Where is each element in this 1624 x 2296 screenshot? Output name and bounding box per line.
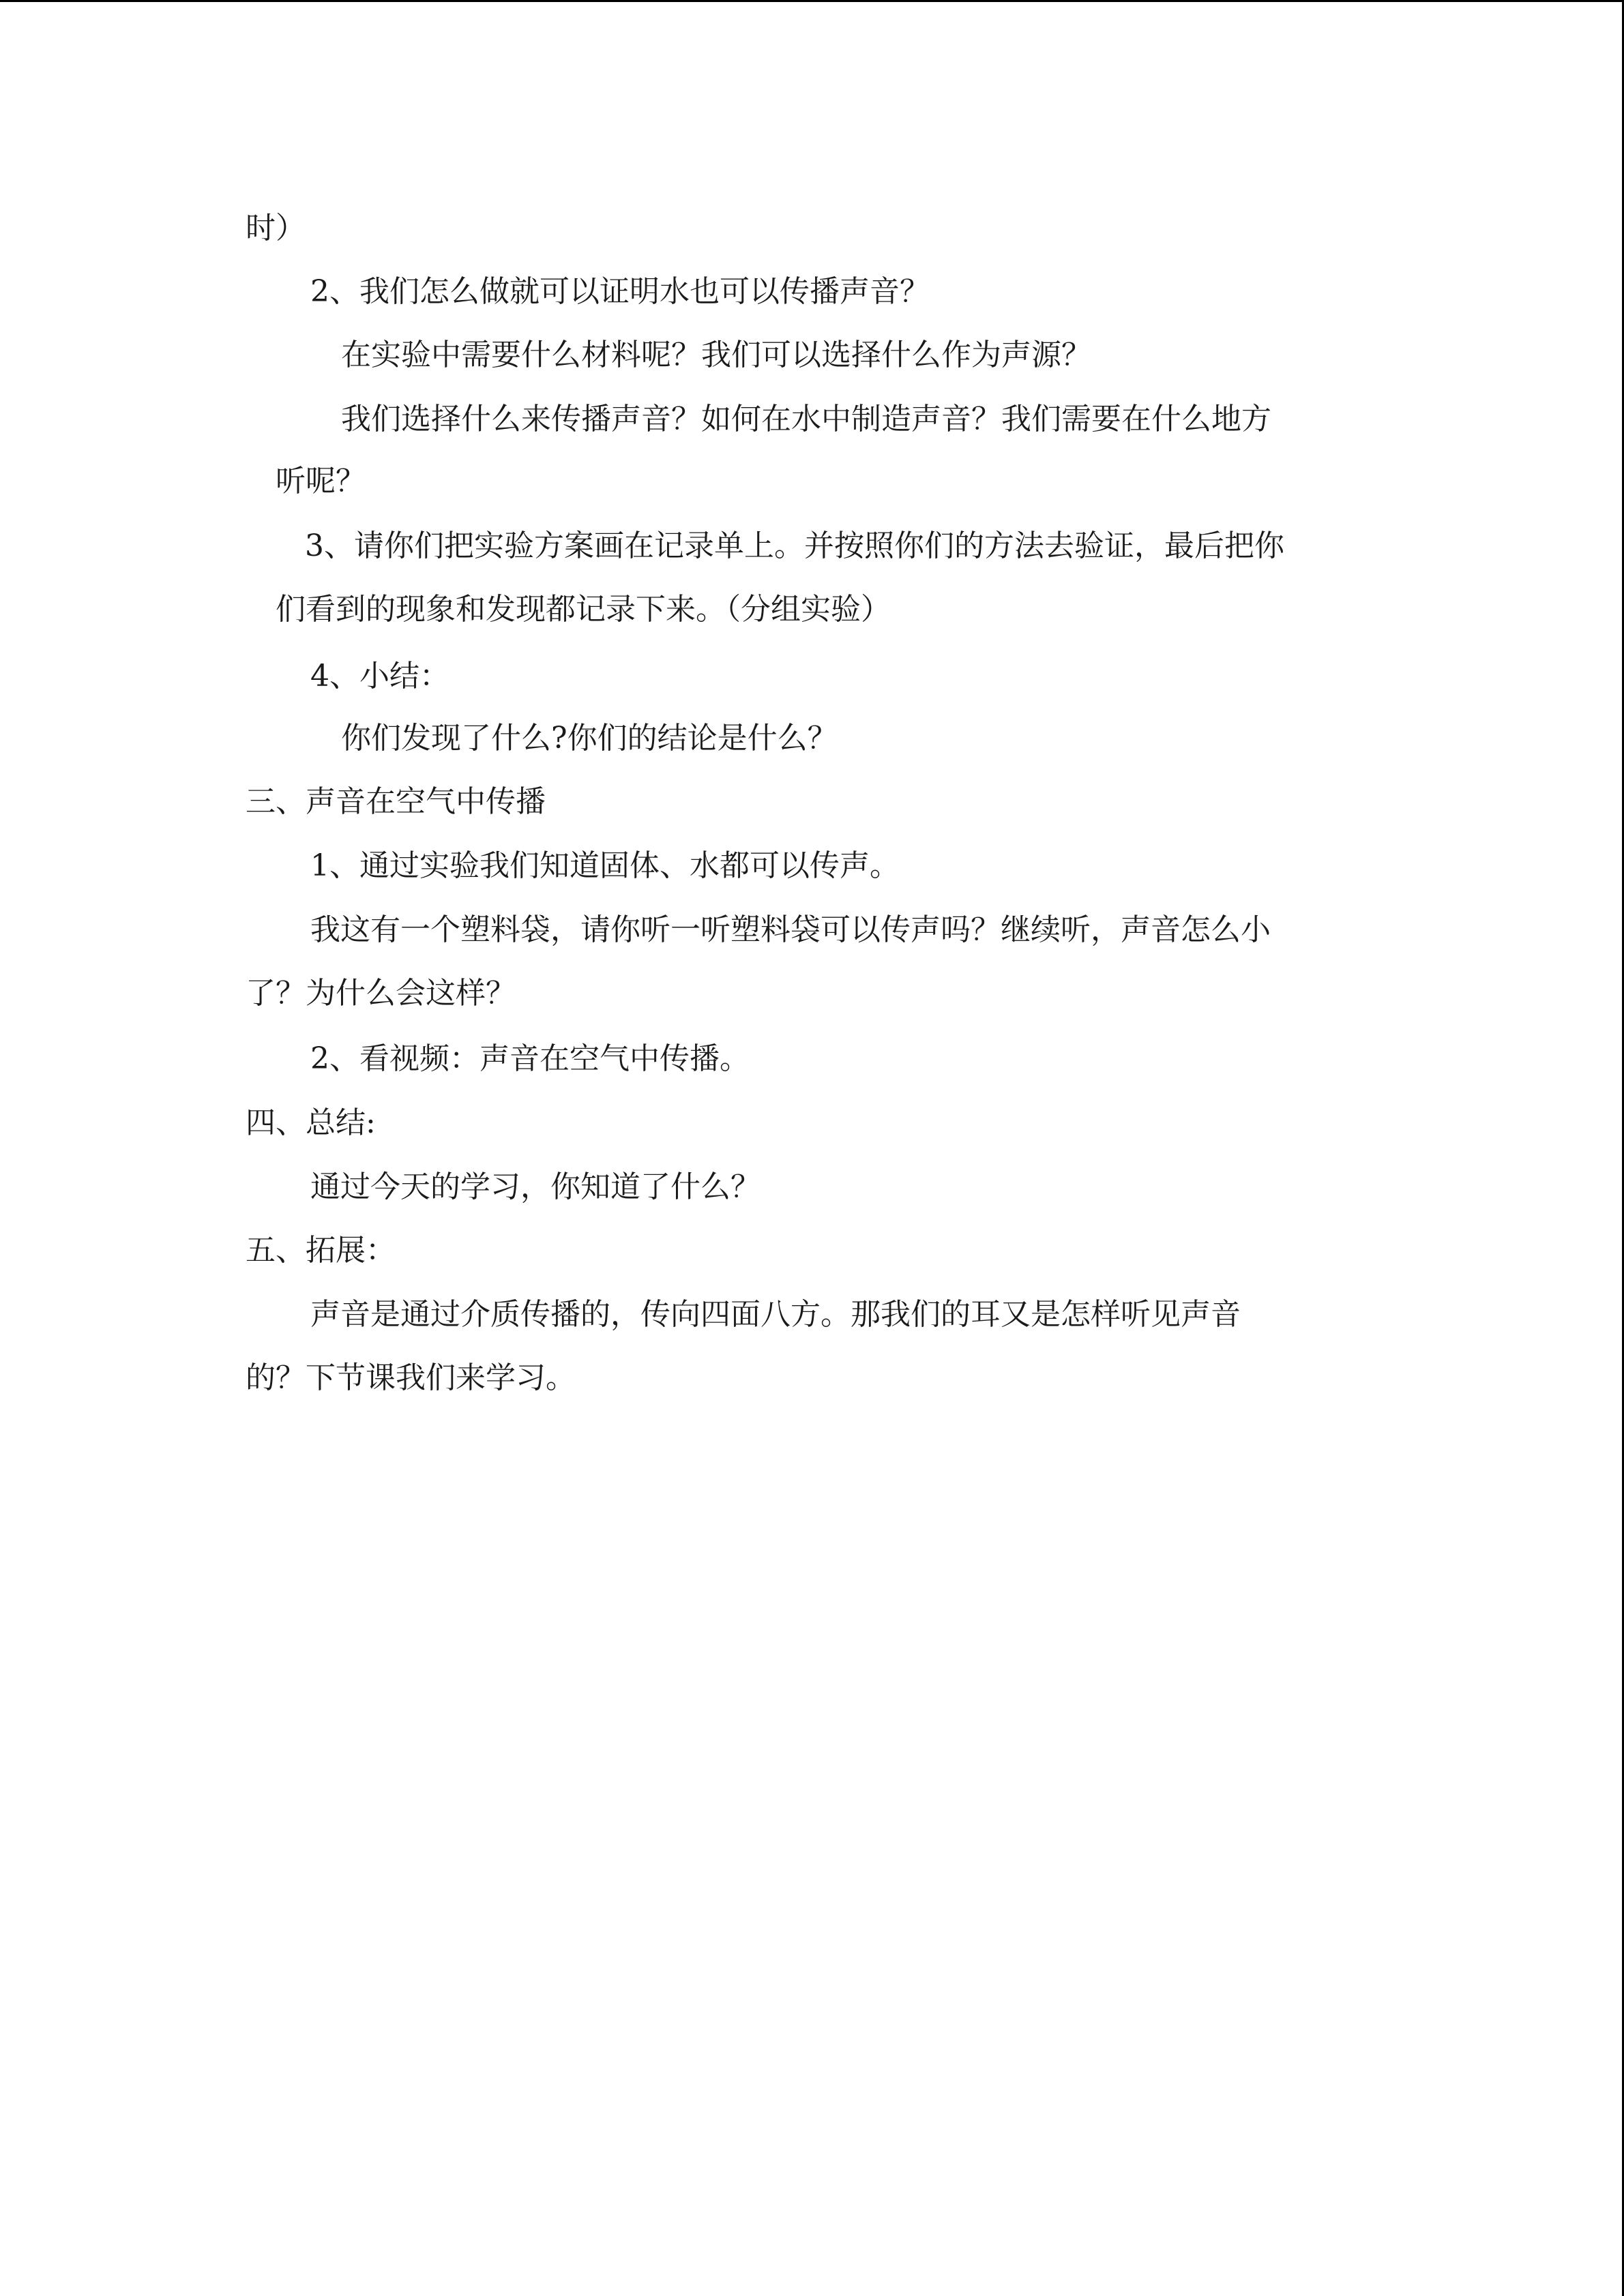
text-line-section3-step-2: 2、看视频：声音在空气中传播。	[310, 1041, 750, 1076]
text-line-step-2: 2、我们怎么做就可以证明水也可以传播声音？	[310, 274, 930, 309]
text-line-step-4: 4、小结：	[310, 659, 449, 694]
text-line-extension-cont: 的？下节课我们来学习。	[246, 1360, 576, 1395]
text-line-medium-question-cont: 听呢？	[276, 464, 366, 498]
text-line-step-3: 3、请你们把实验方案画在记录单上。并按照你们的方法去验证，最后把你	[305, 528, 1284, 563]
text-line-continuation: 时）	[246, 211, 306, 245]
text-line-medium-question: 我们选择什么来传播声音？如何在水中制造声音？我们需要在什么地方	[341, 402, 1271, 436]
section-heading-3: 三、声音在空气中传播	[246, 784, 546, 819]
text-line-summary-question: 你们发现了什么?你们的结论是什么？	[341, 721, 838, 756]
text-line-materials-question: 在实验中需要什么材料呢？我们可以选择什么作为声源？	[341, 338, 1091, 372]
text-line-step-3-cont: 们看到的现象和发现都记录下来。（分组实验）	[276, 592, 891, 627]
page-border-top	[0, 0, 1624, 2]
text-line-plastic-bag: 我这有一个塑料袋，请你听一听塑料袋可以传声吗？继续听，声音怎么小	[310, 912, 1271, 947]
text-line-summary: 通过今天的学习，你知道了什么？	[310, 1169, 761, 1204]
text-line-extension: 声音是通过介质传播的，传向四面八方。那我们的耳又是怎样听见声音	[310, 1297, 1241, 1332]
text-line-plastic-bag-cont: 了？为什么会这样？	[246, 976, 516, 1011]
text-line-section3-step-1: 1、通过实验我们知道固体、水都可以传声。	[310, 848, 900, 883]
section-heading-5: 五、拓展：	[246, 1233, 396, 1268]
section-heading-4: 四、总结:	[246, 1105, 376, 1140]
